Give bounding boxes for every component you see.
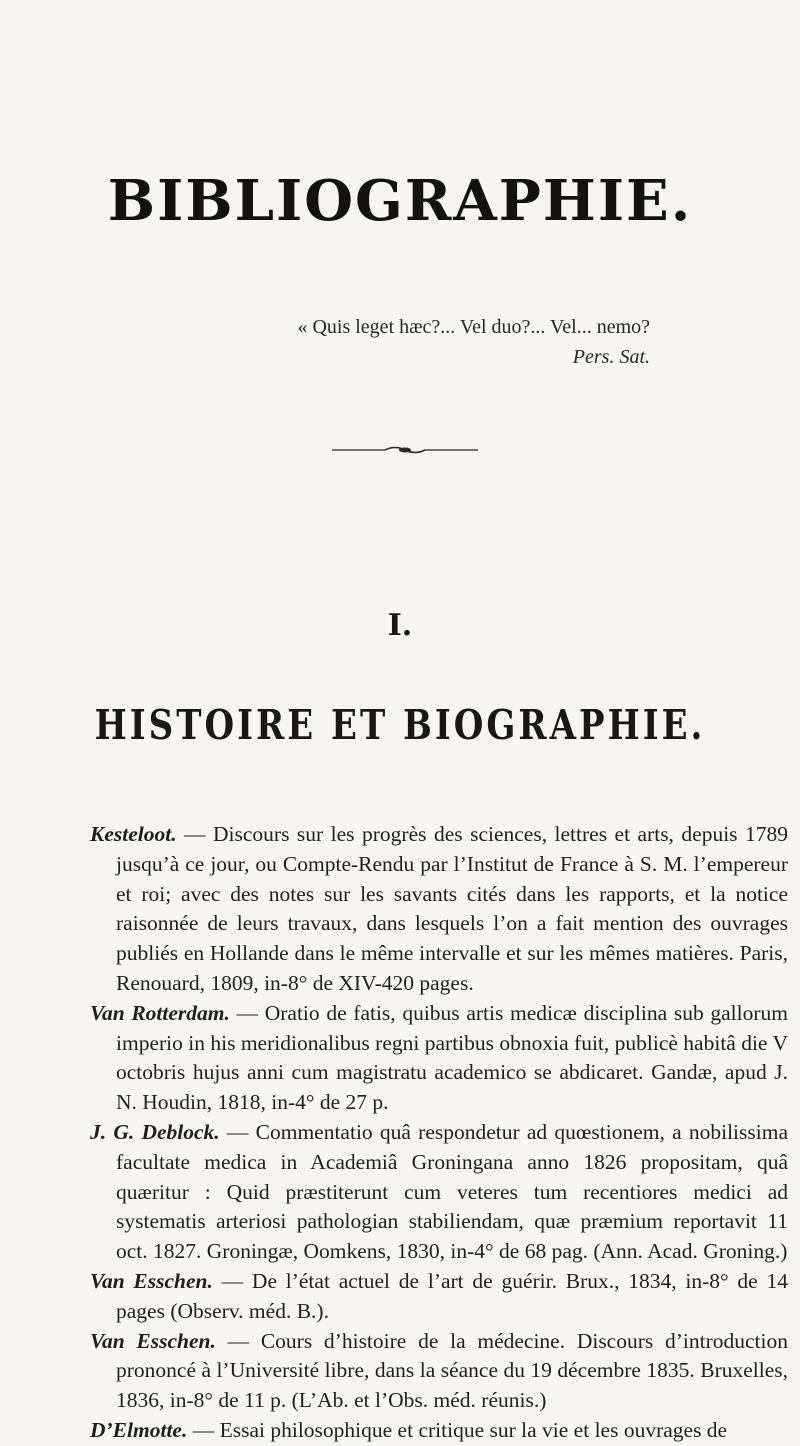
entry-text: — Essai philosophique et critique sur la vie et les ouvrages de [187, 1417, 728, 1442]
epigraph [297, 312, 650, 372]
bibliography-entry [90, 1118, 788, 1267]
page-title: BIBLIOGRAPHIE. [107, 168, 693, 234]
bibliography-entry [90, 1327, 788, 1416]
entry-text: — Commentatio quâ respondetur ad quœstionem, a nobilissima facultate medica in Academiâ Groningana anno 1826 propositam, quâ quæritur : Quid præstiterunt cum veteres tum recentiores medici ad systematis arteriosi pathologian stabiliendam, quæ præmium reportavit 11 oct. 1827. Groningæ, Oomkens, 1830, in-4° de 68 pag. (Ann. Acad. Groning.) [116, 1119, 788, 1264]
entry-author: Van Rotterdam. [90, 1000, 230, 1025]
entry-author: D’Elmotte. [90, 1417, 188, 1442]
bibliography-entry [90, 1416, 788, 1446]
epigraph-quote: « Quis leget hæc?... Vel duo?... Vel... nemo? [297, 316, 650, 338]
bibliography-entry [90, 820, 788, 999]
section-title: HISTOIRE ET BIOGRAPHIE. [94, 702, 706, 750]
entry-text: — Oratio de fatis, quibus artis medicæ disciplina sub gallorum imperio in his meridionalibus regni partibus obnoxia fuit, publicè habitâ die V octobris hujus anni cum magistratu academico se abdicaret. Gandæ, apud J. N. Houdin, 1818, in-4° de 27 p. [116, 1000, 788, 1115]
bibliography-entry [90, 999, 788, 1118]
epigraph-attribution: Pers. Sat. [572, 346, 650, 368]
entry-author: Van Esschen. [90, 1268, 213, 1293]
bibliography-entry [90, 1267, 788, 1327]
entry-text: — Cours d’histoire de la médecine. Discours d’introduction prononcé à l’Université libre, dans la séance du 19 décembre 1835. Bruxelles, 1836, in-8° de 11 p. (L’Ab. et l’Obs. méd. réunis.) [116, 1328, 788, 1413]
entry-author: J. G. Deblock. [90, 1119, 220, 1144]
bibliography-list [90, 820, 788, 1446]
section-number: I. [387, 608, 413, 643]
rule-ornament-icon [330, 444, 480, 456]
entry-text: — De l’état actuel de l’art de guérir. Brux., 1834, in-8° de 14 pages (Observ. méd. B.). [116, 1268, 788, 1323]
entry-author: Kesteloot. [90, 822, 177, 846]
entry-text: — Discours sur les progrès des sciences, lettres et arts, depuis 1789 jusqu’à ce jour, ou Compte-Rendu par l’Institut de France à S. M. l’empereur et roi; avec des notes sur les savants cités dans les rapports, et la notice raisonnée de leurs travaux, dans lesquels l’on a fait mention des ouvrages publiés en Hollande dans le même intervalle et sur les mêmes matières. Paris, Renouard, 1809, in-8° de XIV-420 pages. [116, 822, 788, 995]
entry-author: Van Esschen. [90, 1328, 216, 1353]
